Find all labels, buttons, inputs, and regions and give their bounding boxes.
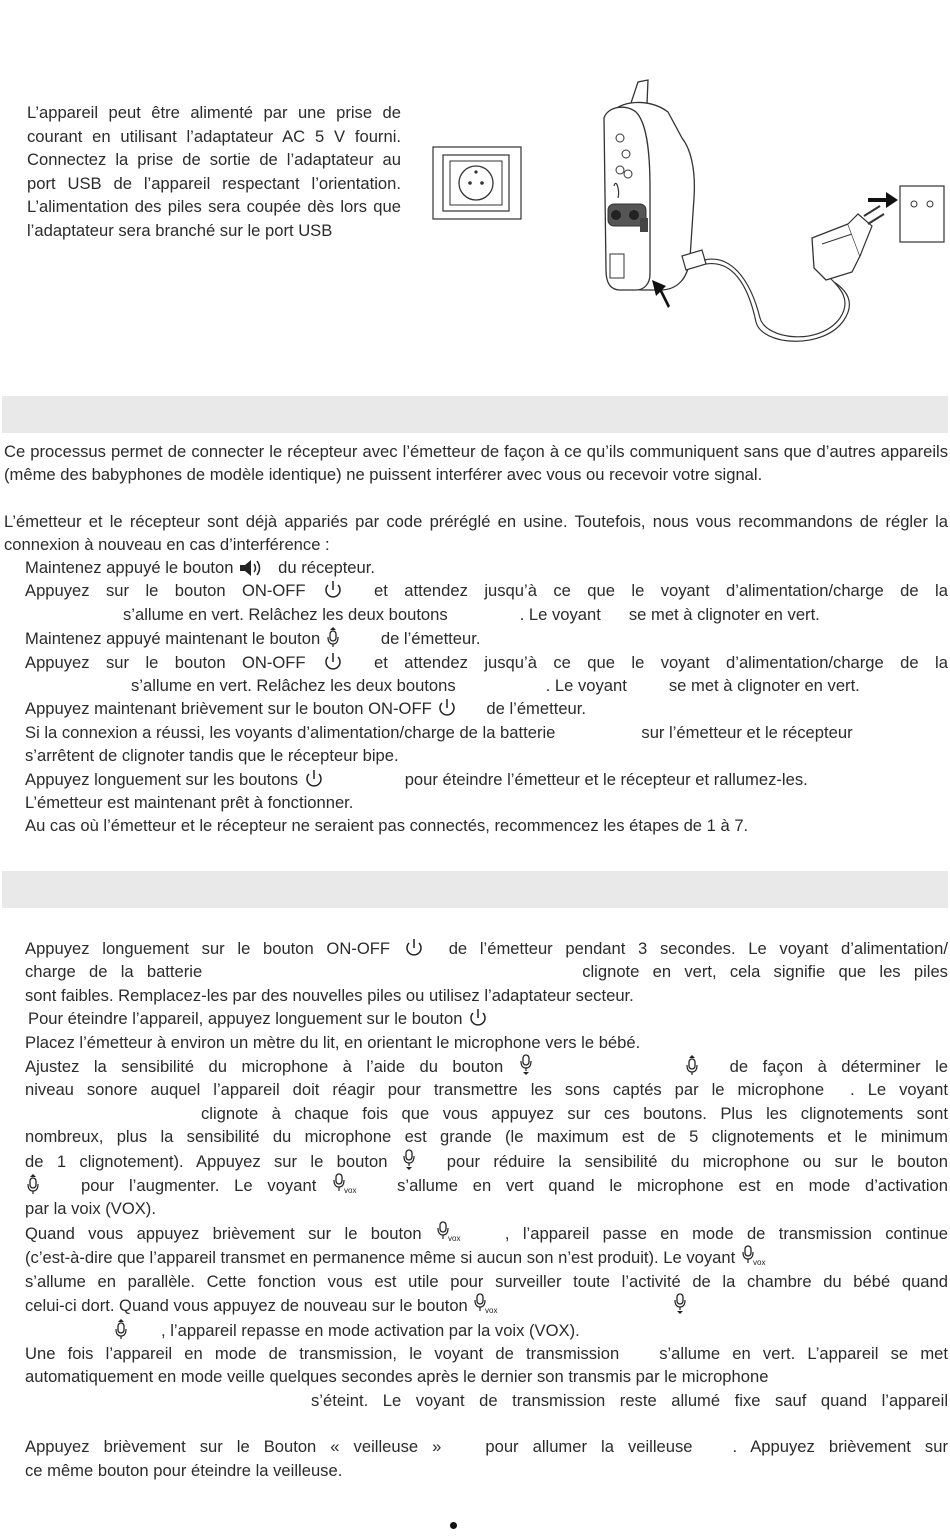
list-item: pour l’augmenter. Le voyant vox s’allume en vert quand le microphone est en mode d’activation <box>25 1173 948 1197</box>
list-item: (c’est-à-dire que l’appareil transmet en permanence même si aucun son n’est produit). Le voyant vox <box>25 1245 948 1269</box>
power-icon <box>303 769 325 789</box>
device-adapter-illustration <box>590 78 948 348</box>
svg-text:vox: vox <box>344 1186 357 1196</box>
microphone-up-icon <box>325 626 341 648</box>
power-icon <box>436 698 458 718</box>
list-item: Une fois l’appareil en mode de transmission, le voyant de transmission s’allume en vert. L’appareil se met <box>25 1343 948 1363</box>
page-bullet <box>450 1522 457 1529</box>
svg-text:vox: vox <box>752 1258 766 1268</box>
power-icon <box>322 652 344 672</box>
list-item: Ajustez la sensibilité du microphone à l’aide du bouton de façon à déterminer le <box>25 1054 948 1078</box>
list-item: par la voix (VOX). <box>25 1199 156 1219</box>
microphone-up-icon <box>25 1173 41 1195</box>
microphone-down-icon <box>518 1054 534 1076</box>
microphone-vox-icon <box>435 1221 465 1243</box>
list-item: L’émetteur est maintenant prêt à fonctionner. <box>25 793 354 813</box>
power-icon <box>322 580 344 600</box>
svg-text:vox: vox <box>447 1233 461 1243</box>
svg-text:vox: vox <box>485 1306 498 1316</box>
section-header-band <box>2 871 948 908</box>
list-item: s’allume en vert. Relâchez les deux boutons . Le voyant se met à clignoter en vert. <box>123 604 820 624</box>
list-item: s’arrêtent de clignoter tandis que le récepteur bipe. <box>25 746 399 766</box>
list-item: Appuyez sur le bouton ON-OFF et attendez jusqu’à ce que le voyant d’alimentation/charge de la <box>25 652 948 672</box>
list-item: nombreux, plus la sensibilité du microphone est grande (le maximum est de 5 clignotements et le minimum <box>25 1127 948 1147</box>
list-item: niveau sonore auquel l’appareil doit réagir pour transmettre les sons captés par le microphone . Le voyant <box>25 1080 948 1100</box>
list-item: Appuyez longuement sur le bouton ON-OFF de l’émetteur pendant 3 secondes. Le voyant d’alimentation/ <box>25 939 948 958</box>
pairing-steps <box>25 556 948 838</box>
list-item: Appuyez sur le bouton ON-OFF et attendez jusqu’à ce que le voyant d’alimentation/charge de la <box>25 581 948 601</box>
list-item: Appuyez longuement sur les boutons pour éteindre l’émetteur et le récepteur et rallumez-les. <box>25 769 808 789</box>
list-item: celui-ci dort. Quand vous appuyez de nouveau sur le bouton vox <box>25 1293 948 1317</box>
list-item: Placez l’émetteur à environ un mètre du lit, en orientant le microphone vers le bébé. <box>25 1032 641 1052</box>
wall-socket-illustration <box>432 146 522 220</box>
list-item: Pour éteindre l’appareil, appuyez longuement sur le bouton <box>25 1007 948 1030</box>
list-item: Si la connexion a réussi, les voyants d’alimentation/charge de la batterie sur l’émetteur et le récepteur <box>25 722 853 742</box>
list-item: automatiquement en mode veille quelques secondes après le dernier son transmis par le microphone <box>25 1367 769 1387</box>
list-item: s’allume en vert. Relâchez les deux boutons . Le voyant se met à clignoter en vert. <box>131 676 860 696</box>
list-item: s’éteint. Le voyant de transmission reste allumé fixe sauf quand l’appareil <box>311 1390 948 1410</box>
list-item: de 1 clignotement). Appuyez sur le bouton pour réduire la sensibilité du microphone ou sur le bouton <box>25 1149 948 1173</box>
list-item: sont faibles. Remplacez-les par des nouvelles piles ou utilisez l’adaptateur secteur. <box>25 985 634 1005</box>
microphone-vox-icon <box>472 1293 502 1315</box>
list-item: Maintenez appuyé le bouton du récepteur. <box>25 558 375 577</box>
power-icon <box>403 938 425 958</box>
list-item: Appuyez maintenant brièvement sur le bouton ON-OFF de l’émetteur. <box>25 699 586 719</box>
pairing-paragraph-2: L’émetteur et le récepteur sont déjà appariés par code préréglé en usine. Toutefois, nous vous recommandons de régler la connexion à nouveau en cas d’interférence : <box>4 512 948 555</box>
microphone-down-icon <box>401 1149 417 1171</box>
list-item: ce même bouton pour éteindre la veilleuse. <box>25 1460 343 1480</box>
power-icon <box>467 1008 489 1028</box>
spacer <box>25 1412 948 1435</box>
speaker-icon <box>238 559 264 577</box>
usage-instructions <box>25 937 948 1482</box>
microphone-vox-icon <box>740 1245 770 1267</box>
microphone-up-icon <box>684 1054 700 1076</box>
list-item: Quand vous appuyez brièvement sur le bouton vox , l’appareil passe en mode de transmission continue <box>25 1221 948 1245</box>
microphone-down-icon <box>672 1293 688 1315</box>
list-item: s’allume en parallèle. Cette fonction vous est utile pour surveiller toute l’activité de la chambre du bébé quand <box>25 1271 948 1291</box>
microphone-up-icon <box>113 1318 129 1340</box>
section-header-band <box>2 396 948 433</box>
list-item: Appuyez brièvement sur le Bouton « veilleuse » pour allumer la veilleuse . Appuyez brièvement sur <box>25 1437 948 1457</box>
list-item: Maintenez appuyé maintenant le bouton de l’émetteur. <box>25 626 948 650</box>
microphone-vox-icon <box>331 1173 361 1195</box>
list-item: clignote à chaque fois que vous appuyez sur ces boutons. Plus les clignotements sont <box>201 1103 948 1123</box>
list-item: charge de la batterie clignote en vert, cela signifie que les piles <box>25 962 948 982</box>
pairing-paragraph-1: Ce processus permet de connecter le récepteur avec l’émetteur de façon à ce qu’ils communiquent sans que d’autres appareils (même des babyphones de modèle identique) ne puissent interférer avec vous ou recevoir votre signal. <box>4 442 948 485</box>
power-intro-text: L’appareil peut être alimenté par une prise de courant en utilisant l’adaptateur AC 5 V fourni. Connectez la prise de sortie de l’adaptateur au port USB de l’appareil respectant l’orientation. L’alimentation des piles sera coupée dès lors que l’adaptateur sera branché sur le port USB <box>27 103 401 240</box>
list-item: , l’appareil repasse en mode activation par la voix (VOX). <box>25 1318 948 1342</box>
list-item: Au cas où l’émetteur et le récepteur ne seraient pas connectés, recommencez les étapes de 1 à 7. <box>25 816 749 836</box>
